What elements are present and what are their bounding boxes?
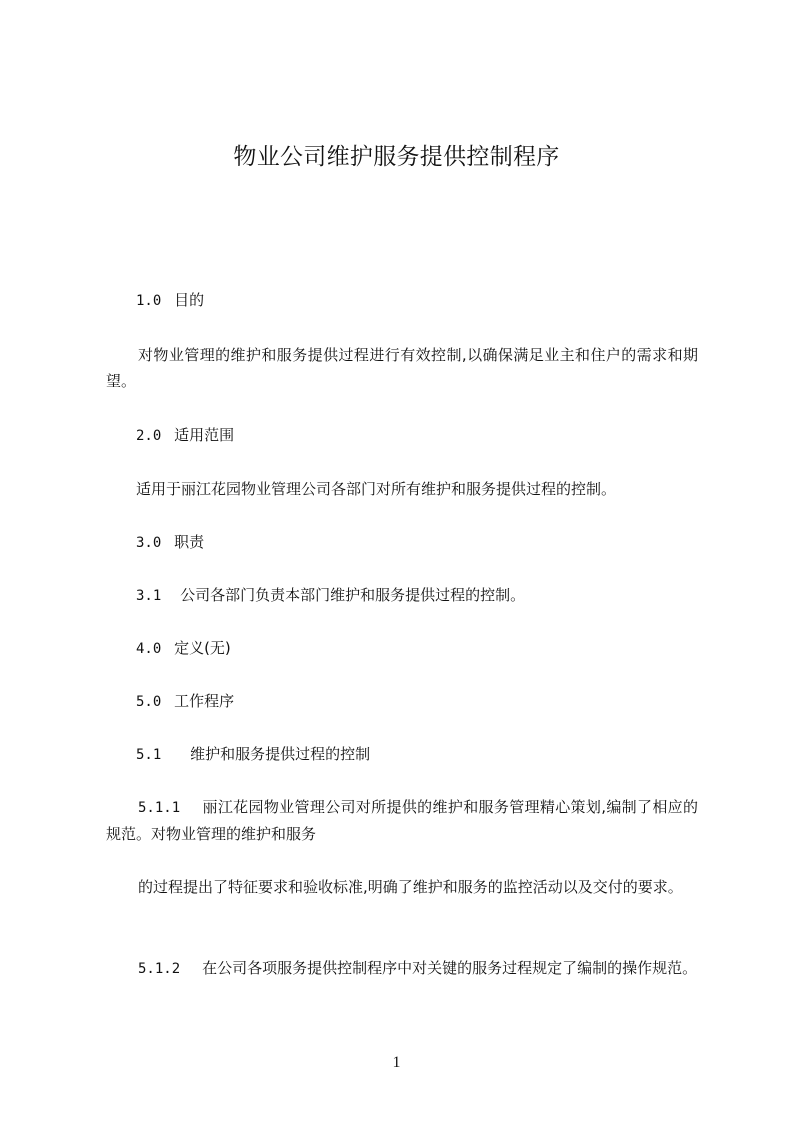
section-1-body: 对物业管理的维护和服务提供过程进行有效控制,以确保满足业主和住户的需求和期望。 [106, 346, 698, 390]
section-3-heading [136, 529, 204, 556]
section-2-title: 适用范围 [174, 426, 235, 444]
section-5-number: 5.0 [136, 694, 162, 710]
section-5-1-number: 5.1 [136, 747, 162, 763]
section-3-title: 职责 [174, 533, 205, 551]
section-3-1-text: 公司各部门负责本部门维护和服务提供过程的控制。 [180, 586, 526, 604]
section-5-1-2-number: 5.1.2 [138, 961, 181, 977]
section-4-title: 定义(无) [174, 639, 231, 657]
section-1-title: 目的 [174, 291, 205, 309]
section-5-1-2 [106, 955, 698, 982]
section-2-heading [136, 422, 234, 449]
section-5-1-1 [106, 794, 698, 847]
page-number: 1 [392, 1054, 401, 1071]
section-3-1-number: 3.1 [136, 588, 162, 604]
section-5-title: 工作程序 [174, 692, 235, 710]
section-5-1-1-text: 丽江花园物业管理公司对所提供的维护和服务管理精心策划,编制了相应的规范。对物业管理的维护和服务 [106, 798, 698, 843]
section-1-number: 1.0 [136, 293, 162, 309]
section-3-1 [136, 582, 525, 609]
document-title: 物业公司维护服务提供控制程序 [233, 144, 560, 170]
section-1-heading [136, 287, 204, 314]
section-5-1-heading [136, 741, 370, 768]
section-5-1-title: 维护和服务提供过程的控制 [190, 745, 371, 763]
section-5-1-2-text: 在公司各项服务提供控制程序中对关键的服务过程规定了编制的操作规范。 [202, 959, 698, 977]
section-2-body: 适用于丽江花园物业管理公司各部门对所有维护和服务提供过程的控制。 [136, 480, 617, 498]
section-3-number: 3.0 [136, 535, 162, 551]
section-2-number: 2.0 [136, 428, 162, 444]
section-5-1-1-number: 5.1.1 [138, 800, 181, 816]
section-5-heading [136, 688, 234, 715]
section-5-1-1-continuation: 的过程提出了特征要求和验收标准,明确了维护和服务的监控活动以及交付的要求。 [138, 878, 683, 896]
section-4-number: 4.0 [136, 641, 162, 657]
section-4-heading [136, 635, 231, 662]
